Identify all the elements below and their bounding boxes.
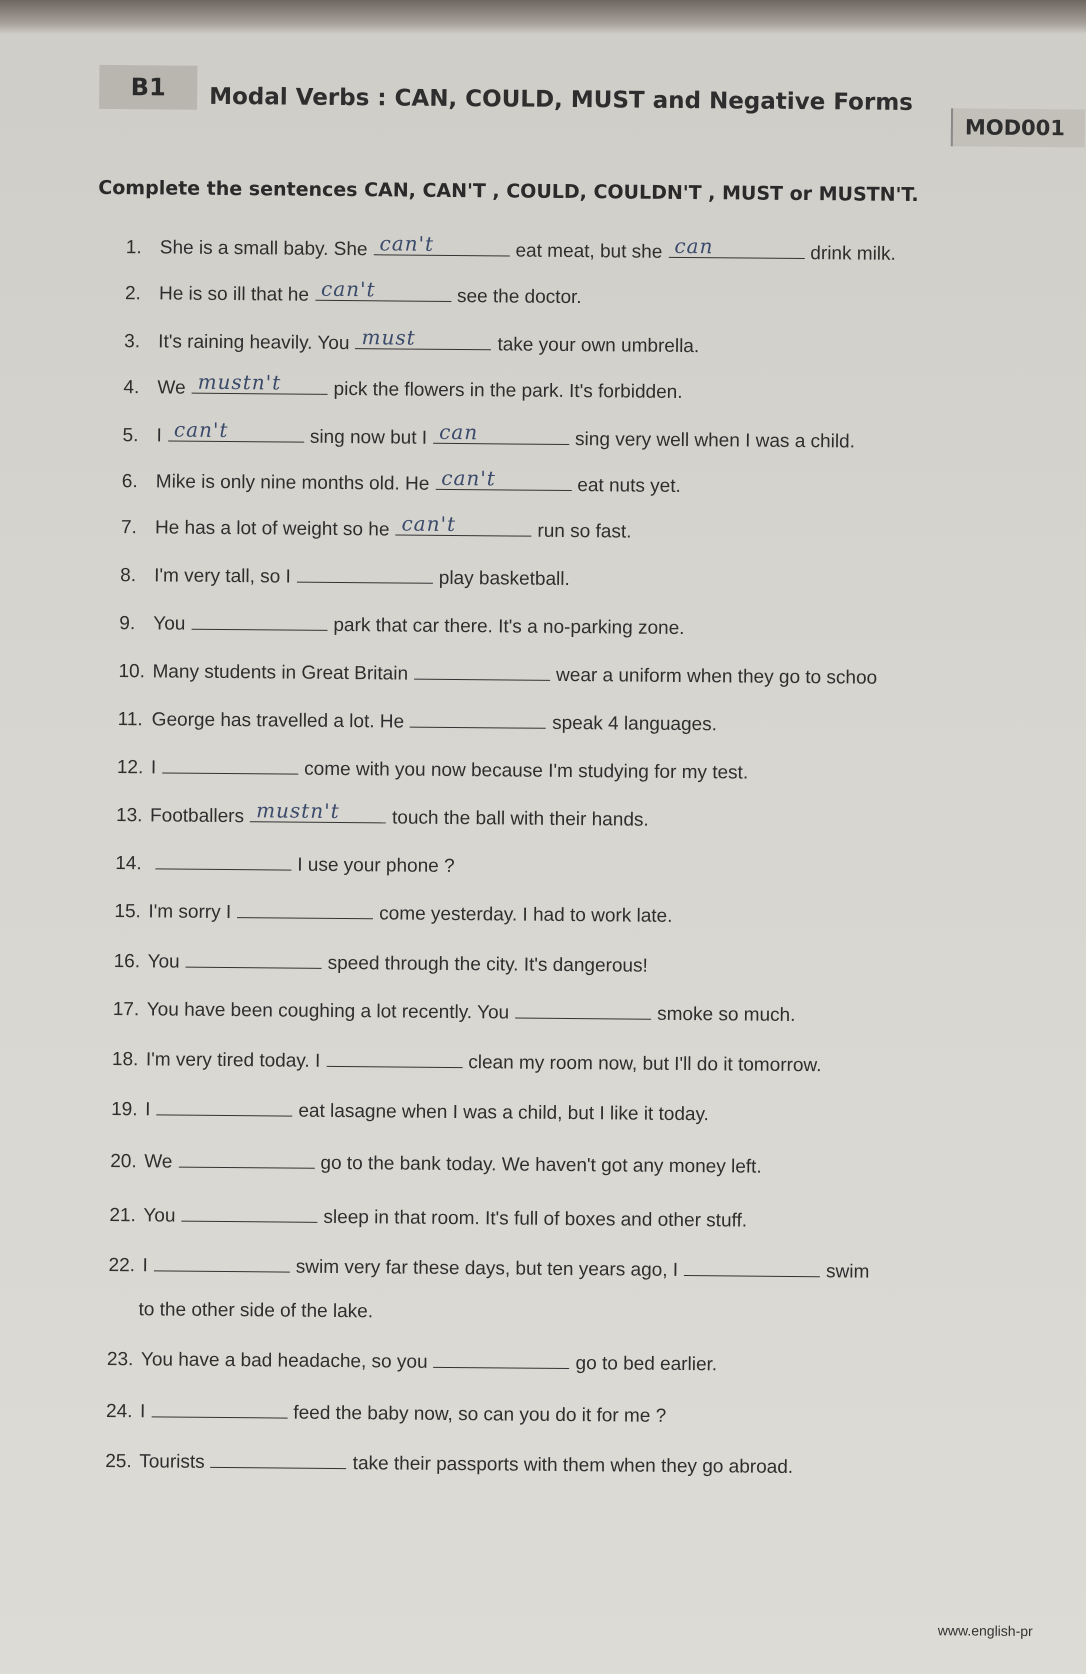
exercise-item: [114, 951, 648, 978]
handwritten-answer: mustn't: [197, 369, 282, 395]
exercise-number: 1.: [125, 237, 142, 259]
exercise-number: 20.: [110, 1151, 137, 1173]
sentence-text: She is a small baby. She: [159, 237, 368, 261]
exercise-item: [111, 1099, 709, 1126]
exercise-number: 10.: [118, 661, 146, 683]
exercise-item: [123, 369, 683, 404]
sentence-text: smoke so much.: [657, 1003, 796, 1026]
sentence-text: I: [139, 1401, 146, 1423]
sentence-text: I: [156, 425, 162, 447]
sentence-text: He is so ill that he: [158, 283, 310, 306]
sentence-text: swim very far these days, but ten years ago, I: [295, 1256, 679, 1281]
sentence-text: sleep in that room. It's full of boxes and other stuff.: [323, 1206, 748, 1232]
exercise-number: 11.: [117, 709, 143, 731]
exercise-item: [120, 565, 570, 591]
exercise-item: [107, 1349, 717, 1376]
answer-blank[interactable]: [297, 568, 433, 584]
exercise-number: 9.: [119, 613, 136, 635]
sentence-text: clean my room now, but I'll do it tomorrow.: [468, 1052, 822, 1077]
sentence-text: I'm sorry I: [148, 901, 232, 924]
exercise-item: [113, 999, 796, 1027]
sentence-text: Tourists: [139, 1451, 205, 1473]
sentence-text: see the doctor.: [456, 285, 582, 309]
handwritten-answer: can't: [441, 465, 497, 491]
handwritten-answer: can't: [320, 276, 376, 302]
exercise-number: 22.: [108, 1254, 136, 1277]
sentence-text: I: [142, 1255, 148, 1277]
exercise-item: [112, 1049, 822, 1077]
answer-blank[interactable]: [434, 1353, 570, 1369]
answer-blank[interactable]: [433, 419, 569, 445]
sentence-text: drink milk.: [810, 243, 896, 265]
exercise-item: [115, 853, 455, 878]
sentence-text: run so fast.: [537, 520, 632, 543]
exercise-number: 19.: [111, 1099, 138, 1121]
answer-blank[interactable]: [395, 511, 531, 536]
sentence-text: You have been coughing a lot recently. You: [146, 999, 510, 1024]
sentence-text: to the other side of the lake.: [138, 1299, 374, 1323]
answer-blank[interactable]: [154, 1256, 290, 1272]
exercise-item: [115, 798, 649, 832]
sentence-text: eat nuts yet.: [577, 475, 681, 497]
answer-blank[interactable]: [668, 233, 804, 259]
sentence-text: We: [157, 377, 186, 399]
handwritten-answer: mustn't: [256, 798, 340, 823]
exercise-number: 18.: [111, 1049, 139, 1071]
exercise-number: 14.: [115, 853, 142, 875]
level-badge: B1: [99, 65, 197, 110]
exercise-number: 24.: [105, 1400, 133, 1423]
handwritten-answer: can't: [401, 511, 457, 536]
exercise-item: [120, 511, 632, 543]
handwritten-answer: can't: [379, 231, 435, 256]
sentence-text: swim: [826, 1261, 870, 1283]
sentence-text: Many students in Great Britain: [152, 661, 409, 685]
sentence-text: eat lasagne when I was a child, but I like it today.: [298, 1100, 709, 1126]
answer-blank[interactable]: [162, 758, 298, 774]
answer-blank[interactable]: [315, 276, 451, 302]
answer-blank[interactable]: [410, 713, 546, 729]
exercise-item: [125, 231, 896, 266]
exercise-number: 15.: [114, 901, 141, 923]
answer-blank[interactable]: [186, 953, 322, 969]
answer-blank[interactable]: [414, 665, 550, 681]
exercise-item: [114, 901, 672, 928]
sentence-text: I: [145, 1099, 151, 1121]
sentence-text: We: [144, 1151, 173, 1173]
sentence-text: He has a lot of weight so he: [154, 517, 390, 541]
sentence-text: come yesterday. I had to work late.: [379, 903, 673, 927]
sentence-text: touch the ball with their hands.: [391, 807, 649, 831]
sentence-text: speed through the city. It's dangerous!: [327, 952, 648, 977]
sentence-text: come with you now because I'm studying for my test.: [304, 758, 749, 784]
exercise-number: 16.: [113, 951, 141, 973]
sentence-text: Footballers: [149, 805, 245, 828]
exercise-item: [122, 417, 856, 453]
exercise-number: 3.: [124, 331, 141, 353]
answer-blank[interactable]: [168, 417, 304, 443]
sentence-text: I'm very tall, so I: [154, 565, 291, 588]
sentence-text: You have a bad headache, so you: [140, 1349, 428, 1373]
sentence-text: wear a uniform when they go to schoo: [556, 664, 878, 689]
answer-blank[interactable]: [192, 369, 328, 395]
exercise-item: [117, 757, 748, 785]
sentence-text: park that car there. It's a no-parking zone.: [333, 614, 685, 639]
exercise-item: [118, 709, 717, 736]
exercise-item: [110, 1151, 762, 1179]
exercise-item: [124, 325, 700, 358]
answer-blank[interactable]: [211, 1453, 347, 1469]
sentence-text: You: [147, 951, 180, 973]
exercise-number: 8.: [120, 565, 137, 587]
sentence-text: George has travelled a lot. He: [151, 709, 405, 733]
exercise-item: [118, 661, 877, 690]
sentence-text: play basketball.: [438, 567, 570, 590]
handwritten-answer: can: [439, 419, 479, 445]
answer-blank[interactable]: [250, 798, 386, 823]
exercise-item: [124, 276, 582, 309]
instructions: Complete the sentences CAN, CAN'T , COULD, COULDN'T , MUST or MUSTN'T.: [98, 176, 919, 207]
exercise-number: 7.: [120, 517, 137, 539]
sentence-text: Mike is only nine months old. He: [155, 471, 430, 495]
exercise-item: [106, 1401, 666, 1428]
answer-blank[interactable]: [435, 465, 571, 491]
answer-blank[interactable]: [355, 325, 491, 350]
answer-blank[interactable]: [373, 231, 509, 256]
sentence-text: go to bed earlier.: [575, 1353, 718, 1376]
answer-blank[interactable]: [191, 615, 327, 631]
sentence-text: pick the flowers in the park. It's forbidden.: [333, 378, 683, 403]
exercise-item: [138, 1299, 373, 1323]
sentence-text: I use your phone ?: [297, 854, 455, 878]
exercise-number: 2.: [124, 283, 141, 305]
worksheet-code: MOD001: [951, 108, 1085, 147]
handwritten-answer: can: [674, 233, 714, 259]
worksheet-title: Modal Verbs : CAN, COULD, MUST and Negative Forms: [209, 83, 914, 116]
exercise-item: [121, 465, 681, 498]
answer-blank[interactable]: [151, 1402, 287, 1418]
sentence-text: speak 4 languages.: [552, 712, 718, 736]
answer-blank[interactable]: [155, 854, 291, 870]
exercise-number: 4.: [123, 377, 140, 399]
exercise-number: 6.: [121, 471, 138, 493]
exercise-number: 13.: [115, 805, 143, 827]
sentence-text: I'm very tired today. I: [145, 1049, 321, 1072]
exercise-number: 21.: [109, 1205, 136, 1227]
answer-blank[interactable]: [178, 1153, 314, 1169]
exercise-number: 25.: [105, 1450, 132, 1473]
sentence-text: go to the bank today. We haven't got any money left.: [320, 1152, 762, 1178]
exercise-item: [109, 1205, 747, 1233]
sentence-text: sing very well when I was a child.: [575, 429, 856, 453]
sentence-text: It's raining heavily. You: [158, 331, 350, 355]
sentence-text: sing now but I: [309, 426, 428, 449]
answer-blank[interactable]: [156, 1100, 292, 1116]
handwritten-answer: can't: [173, 417, 229, 443]
exercise-item: [108, 1255, 869, 1284]
sentence-text: feed the baby now, so can you do it for me ?: [293, 1402, 667, 1427]
exercise-number: 17.: [112, 999, 140, 1021]
sentence-text: eat meat, but she: [515, 240, 663, 263]
exercise-item: [119, 613, 684, 640]
exercise-number: 5.: [122, 425, 139, 447]
answer-blank[interactable]: [515, 1004, 651, 1020]
answer-blank[interactable]: [684, 1261, 820, 1277]
exercise-number: 12.: [116, 757, 144, 779]
footer-url: www.english-pr: [937, 1622, 1033, 1640]
exercise-item: [105, 1451, 793, 1479]
sentence-text: You: [153, 613, 186, 635]
sentence-text: take your own umbrella.: [497, 334, 700, 358]
sentence-text: I: [150, 757, 157, 779]
answer-blank[interactable]: [181, 1207, 317, 1223]
answer-blank[interactable]: [237, 903, 373, 919]
answer-blank[interactable]: [326, 1052, 462, 1068]
exercise-number: 23.: [106, 1348, 134, 1371]
handwritten-answer: must: [361, 325, 416, 350]
sentence-text: You: [143, 1205, 176, 1227]
sentence-text: take their passports with them when they go abroad.: [352, 1453, 794, 1478]
